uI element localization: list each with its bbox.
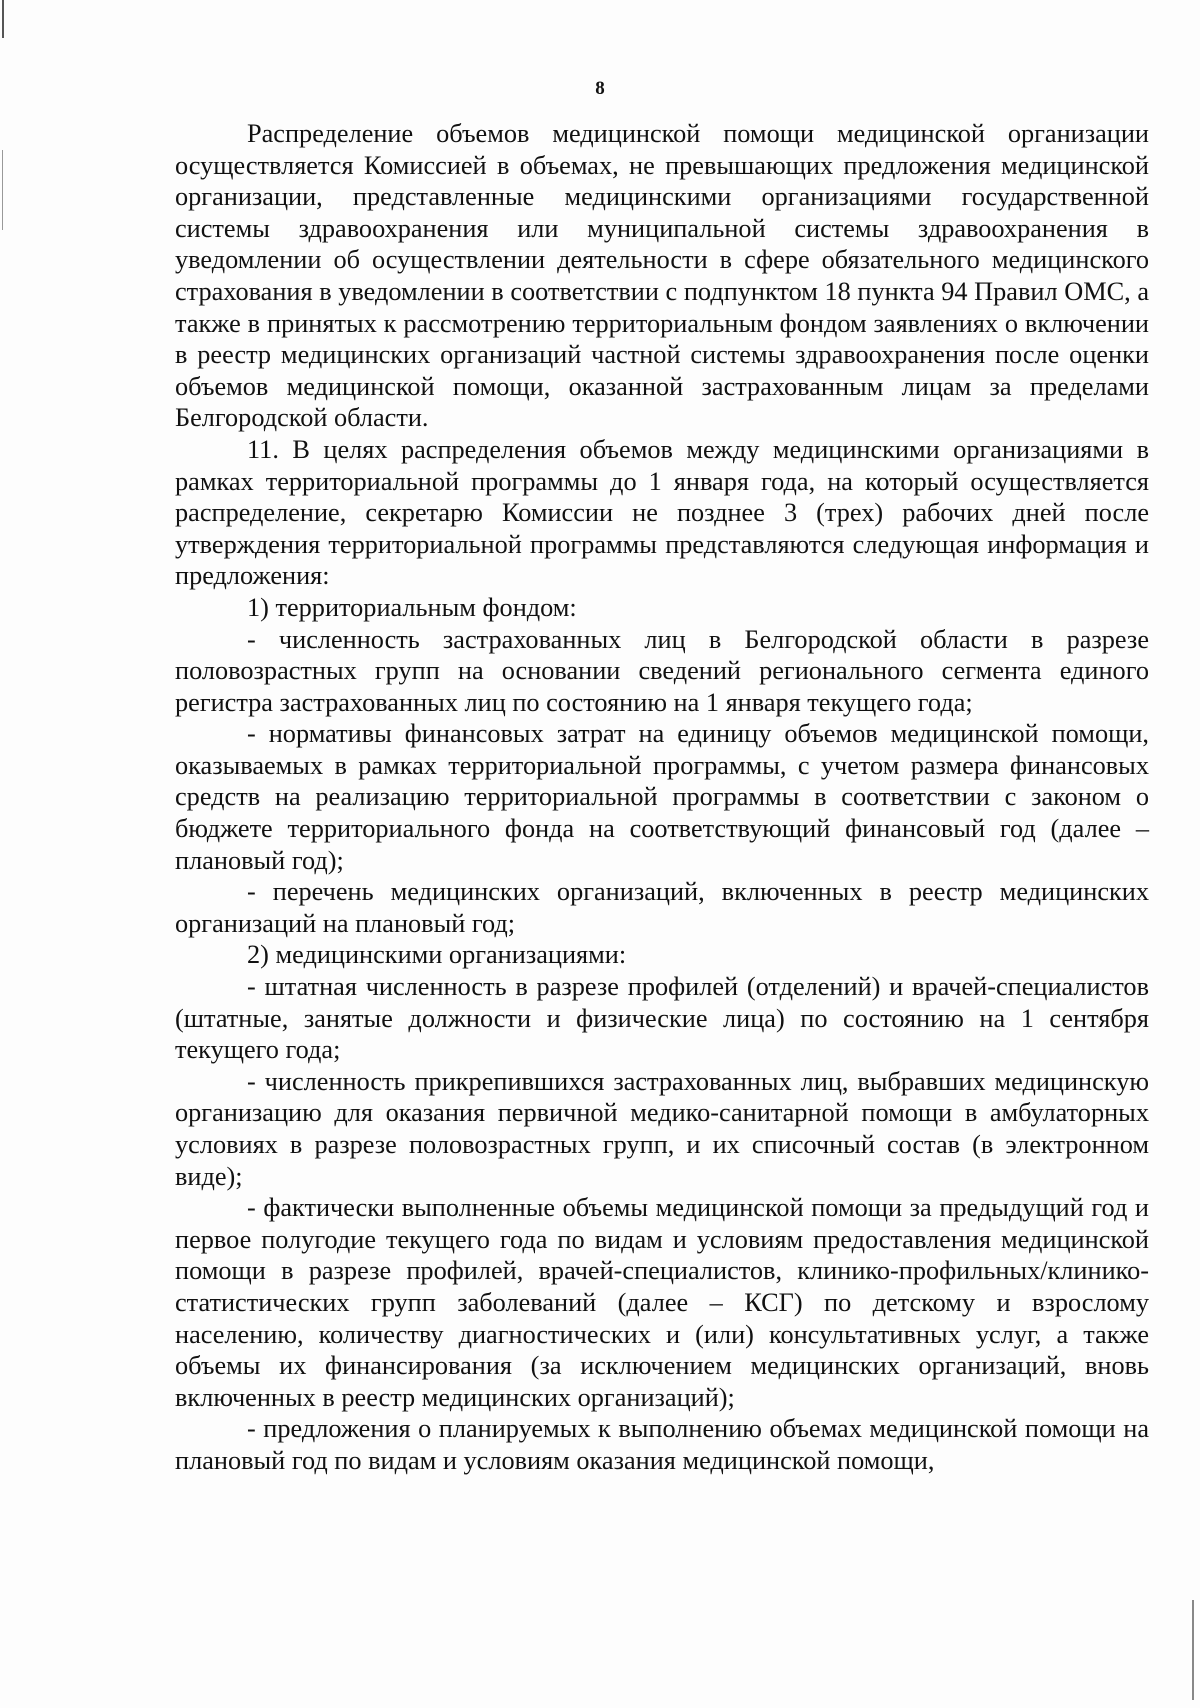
list-item: - перечень медицинских организаций, включенных в реестр медицинских организаций на плановый год; — [175, 877, 1149, 938]
page-number: 8 — [595, 78, 605, 99]
subitem-territorial-fund: 1) территориальным фондом: — [247, 592, 577, 622]
list-item: - численность застрахованных лиц в Белгородской области в разрезе половозрастных групп на основании сведений регионального сегмента единого регистра застрахованных лиц по состоянию на 1 января текущего года; — [175, 624, 1149, 717]
document-body — [175, 118, 1149, 1477]
scan-edge-mark — [2, 150, 3, 230]
paragraph-item-11: 11. В целях распределения объемов между медицинскими организациями в рамках территориальной программы до 1 января года, на который осуществляется распределение, секретарю Комиссии не позднее 3 (трех) рабочих дней после утверждения территориальной программы представляются следующая информация и предложения: — [175, 434, 1149, 591]
list-item: - предложения о планируемых к выполнению объемах медицинской помощи на плановый год по видам и условиям оказания медицинской помощи, — [175, 1414, 1149, 1475]
list-item: - фактически выполненные объемы медицинской помощи за предыдущий год и первое полугодие текущего года по видам и условиям предоставления медицинской помощи в разрезе профилей, врачей-специалистов, клинико-профильных/клинико-статистических групп заболеваний (далее – КСГ) по детскому и взрослому населению, количеству диагностических и (или) консультативных услуг, а также объемы их финансирования (за исключением медицинских организаций, вновь включенных в реестр медицинских организаций); — [175, 1193, 1149, 1412]
paragraph-distribution: Распределение объемов медицинской помощи медицинской организации осуществляется Комиссией в объемах, не превышающих предложения медицинской организации, представленные медицинскими организациями государственной системы здравоохранения или муниципальной системы здравоохранения в уведомлении об осуществлении деятельности в сфере обязательного медицинского страхования в уведомлении в соответствии с подпунктом 18 пункта 94 Правил ОМС, а также в принятых к рассмотрению территориальным фондом заявлениях о включении в реестр медицинских организаций частной системы здравоохранения после оценки объемов медицинской помощи, оказанной застрахованным лицам за пределами Белгородской области. — [175, 119, 1149, 433]
list-item: - нормативы финансовых затрат на единицу объемов медицинской помощи, оказываемых в рамках территориальной программы, с учетом размера финансовых средств на реализацию территориальной программы в соответствии с законом о бюджете территориального фонда на соответствующий финансовый год (далее – плановый год); — [175, 719, 1149, 875]
scan-edge-mark — [2, 0, 4, 38]
scan-edge-mark — [1192, 1600, 1194, 1700]
list-item: - штатная численность в разрезе профилей (отделений) и врачей-специалистов (штатные, занятые должности и физические лица) по состоянию на 1 сентября текущего года; — [175, 972, 1149, 1065]
subitem-medical-organizations: 2) медицинскими организациями: — [247, 940, 627, 970]
list-item: - численность прикрепившихся застрахованных лиц, выбравших медицинскую организацию для оказания первичной медико-санитарной помощи в амбулаторных условиях в разрезе половозрастных групп, и их списочный состав (в электронном виде); — [175, 1066, 1149, 1191]
